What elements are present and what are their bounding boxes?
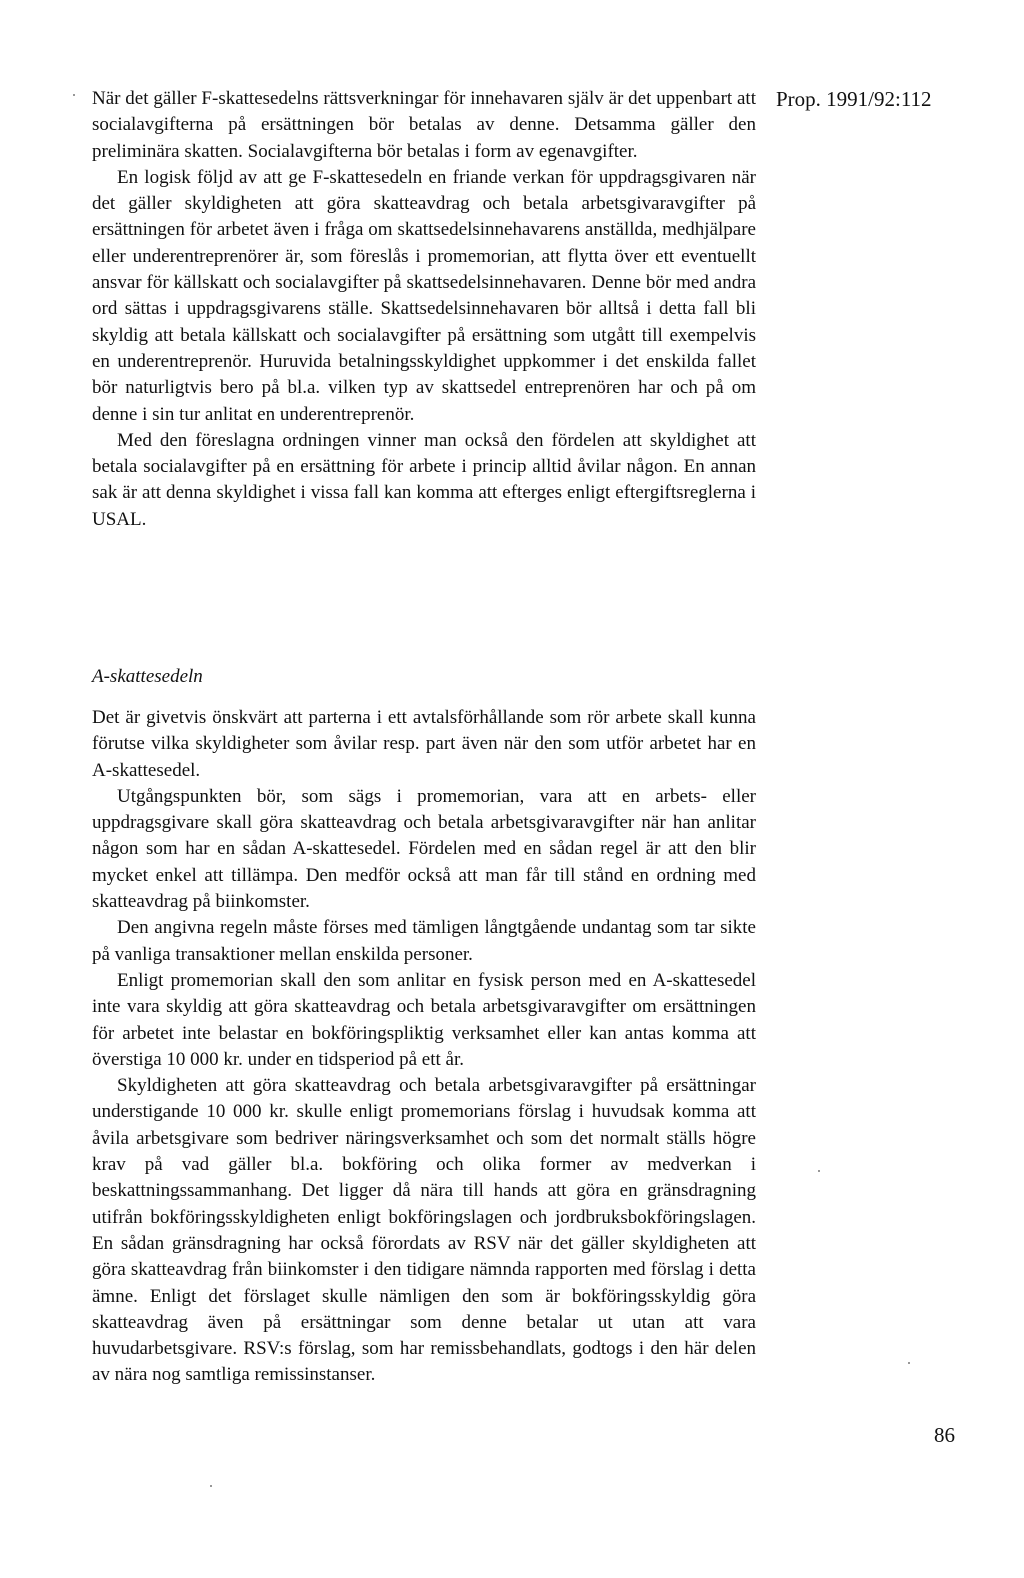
scan-speck [73,94,75,96]
paragraph: När det gäller F-skattesedelns rättsverkningar för innehavaren själv är det uppenbart att socialavgifterna på ersättningen bör betalas av denne. Detsamma gäller den preliminära skatten. Socialavgifterna bör betalas i form av egenavgifter. [92,88,756,162]
paragraph: Med den föreslagna ordningen vinner man också den fördelen att skyldighet att betala socialavgifter på en ersättning för arbete i princip alltid åvilar någon. En annan sak är att denna skyldighet i vissa fall kan komma att efterges enligt eftergiftsreglerna i USAL. [92,429,756,530]
paragraph: Det är givetvis önskvärt att parterna i ett avtalsförhållande som rör arbete skall kunna förutse vilka skyldigheter som åvilar resp. part även när den som utför arbetet har en A-skattesedel. [92,707,756,781]
scan-speck [210,1485,212,1487]
scan-speck [908,1362,910,1364]
paragraph: Den angivna regeln måste förses med tämligen långtgående undantag som tar sikte på vanliga transaktioner mellan enskilda personer. [92,917,756,965]
proposition-reference: Prop. 1991/92:112 [776,87,932,111]
paragraph: Skyldigheten att göra skatteavdrag och betala arbetsgivaravgifter på ersättningar understigande 10 000 kr. skulle enligt promemorians förslag i huvudsak komma att åvila arbetsgivare som bedriver näringsverksamhet och som det normalt ställs högre krav på vad gäller bl.a. bokföring och olika former av medverkan i beskattningssammanhang. Det ligger då nära till hands att göra en gränsdragning utifrån bokföringsskyldigheten enligt bokföringslagen och jordbruksbokföringslagen. En sådan gränsdragning har också förordats av RSV när det gäller skyldigheten att göra skatteavdrag från biinkomster i den tidigare nämnda rapporten med förslag i detta ämne. Enligt det förslaget skulle nämligen den som är bokföringsskyldig göra skatteavdrag även på ersättningar som denne betalar ut utan att vara huvudarbetsgivare. RSV:s förslag, som har remissbehandlats, godtogs i den här delen av nära nog samtliga remissinstanser. [92,1075,756,1386]
section-a-skattesedeln [92,705,756,1389]
paragraph: Utgångspunkten bör, som sägs i promemorian, vara att en arbets- eller uppdragsgivare skall göra skatteavdrag och betala arbetsgivaravgifter när han anlitar någon som har en sådan A-skattesedel. Fördelen med en sådan regel är att den blir mycket enkel att tillämpa. Den medför också att man får till stånd en ordning med skatteavdrag på biinkomster. [92,785,756,913]
scan-speck [818,1170,820,1172]
section-f-skattesedeln [92,86,756,533]
paragraph: En logisk följd av att ge F-skattesedeln en friande verkan för uppdragsgivaren när det gäller skyldigheten att göra skatteavdrag och betala arbetsgivaravgifter på ersättningen för arbetet även i fråga om skattsedelsinnehavarens anställda, medhjälpare eller underentreprenörer är, som föreslås i promemorian, att flytta över ett eventuellt ansvar för källskatt och socialavgifter på skattsedelsinnehavaren. Denne bör med andra ord sättas i uppdragsgivarens ställe. Skattsedelsinnehavaren bör alltså i detta fall bli skyldig att betala källskatt och socialavgifter på ersättning som utgått till exempelvis en underentreprenör. Huruvida betalningsskyldighet uppkommer i det enskilda fallet bör naturligtvis bero på bl.a. vilken typ av skattsedel entreprenören har och på om denne i sin tur anlitat en underentreprenör. [92,166,756,425]
paragraph: Enligt promemorian skall den som anlitar en fysisk person med en A-skattesedel inte vara skyldig att göra skatteavdrag och betala arbetsgivaravgifter om ersättningen för arbetet inte belastar en bokföringspliktig verksamhet eller kan antas komma att överstiga 10 000 kr. under en tidsperiod på ett år. [92,969,756,1070]
section-heading: A-skattesedeln [92,666,203,687]
page-number: 86 [934,1423,955,1447]
